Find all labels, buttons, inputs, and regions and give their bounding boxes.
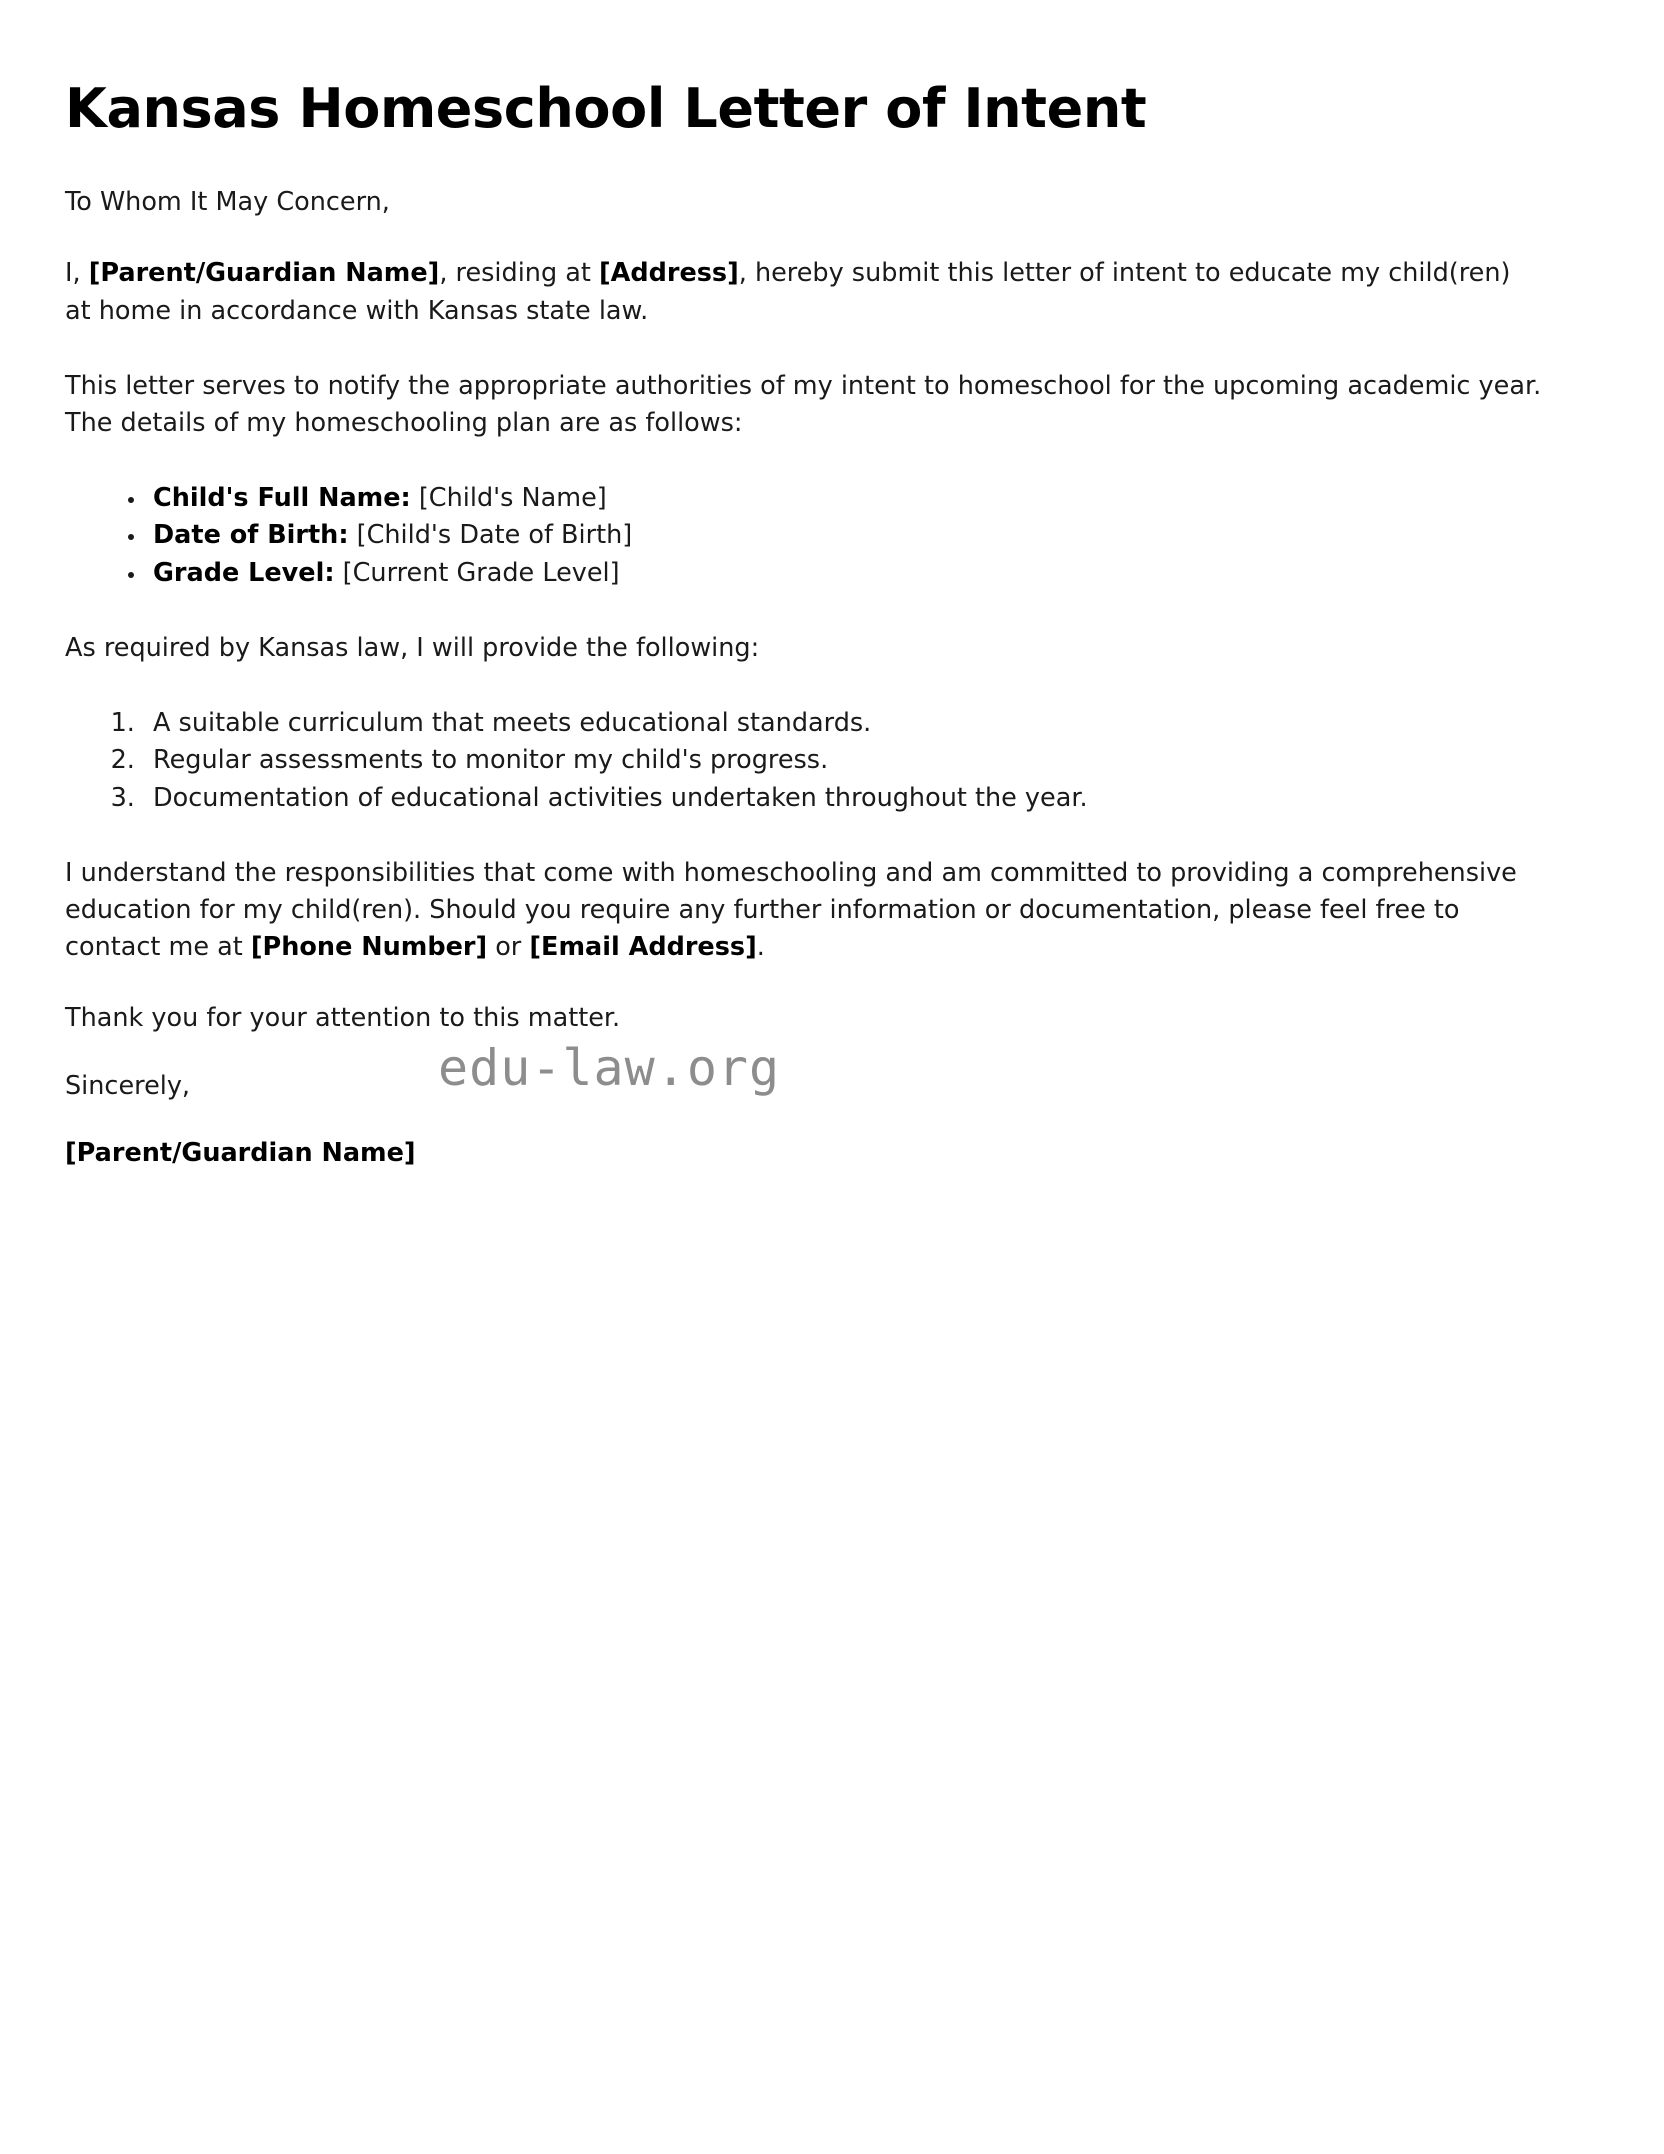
spacer — [65, 817, 1544, 855]
list-item — [147, 480, 1544, 517]
requirements-list — [65, 705, 1544, 817]
child-detail-value: [Child's Name] — [418, 483, 607, 514]
sign-off: Sincerely, — [65, 1070, 191, 1101]
child-details-list — [65, 480, 1544, 592]
list-item: 3. Documentation of educational activities undertaken throughout the year. — [143, 780, 1544, 817]
child-detail-label: Date of Birth: — [153, 520, 349, 551]
thanks-paragraph: Thank you for your attention to this matter. — [65, 1003, 621, 1034]
spacer — [65, 330, 1544, 368]
placeholder-email-address: [Email Address] — [529, 932, 757, 963]
list-item — [147, 517, 1544, 554]
intro-text-part2: , residing at — [439, 258, 599, 289]
spacer — [65, 667, 1544, 705]
page-title: Kansas Homeschool Letter of Intent — [65, 77, 1147, 140]
placeholder-parent-guardian-name: [Parent/Guardian Name] — [88, 258, 440, 289]
spacer — [65, 592, 1544, 630]
placeholder-phone-number: [Phone Number] — [250, 932, 488, 963]
closing-text-part1: I understand the responsibilities that come with homeschooling and am committed to providing a comprehensive education for my child(ren). Should you require any further information or documentation, please feel free to contact me at — [65, 857, 1517, 963]
child-detail-value: [Current Grade Level] — [342, 557, 620, 588]
notice-paragraph: This letter serves to notify the appropriate authorities of my intent to homeschool for the upcoming academic year. The details of my homeschooling plan are as follows: — [65, 370, 1542, 438]
list-item: 1. A suitable curriculum that meets educational standards. — [143, 705, 1544, 742]
spacer — [65, 966, 1544, 1000]
closing-text-part2: or — [487, 932, 530, 963]
closing-paragraph — [65, 855, 1544, 967]
closing-text-part3: . — [756, 932, 765, 963]
spacer — [65, 140, 1544, 184]
spacer — [65, 442, 1544, 480]
salutation: To Whom It May Concern, — [65, 187, 390, 218]
intro-text-part1: I, — [65, 258, 89, 289]
spacer — [65, 221, 1544, 255]
requirements-intro: As required by Kansas law, I will provide the following: — [65, 632, 760, 663]
list-item: 2. Regular assessments to monitor my child's progress. — [143, 742, 1544, 779]
signature-name: [Parent/Guardian Name] — [65, 1137, 416, 1168]
list-item — [147, 555, 1544, 592]
intro-paragraph — [65, 255, 1544, 329]
placeholder-address: [Address] — [598, 258, 739, 289]
child-detail-label: Grade Level: — [153, 557, 335, 588]
spacer — [65, 1105, 1544, 1135]
site-watermark: edu-law.org — [438, 1039, 781, 1097]
spacer — [65, 1038, 1544, 1068]
child-detail-value: [Child's Date of Birth] — [356, 520, 633, 551]
intro-text-part3: , hereby submit this letter of intent to educate my child(ren) at home in accordance with Kansas state law. — [65, 258, 1511, 326]
child-detail-label: Child's Full Name: — [153, 483, 411, 514]
